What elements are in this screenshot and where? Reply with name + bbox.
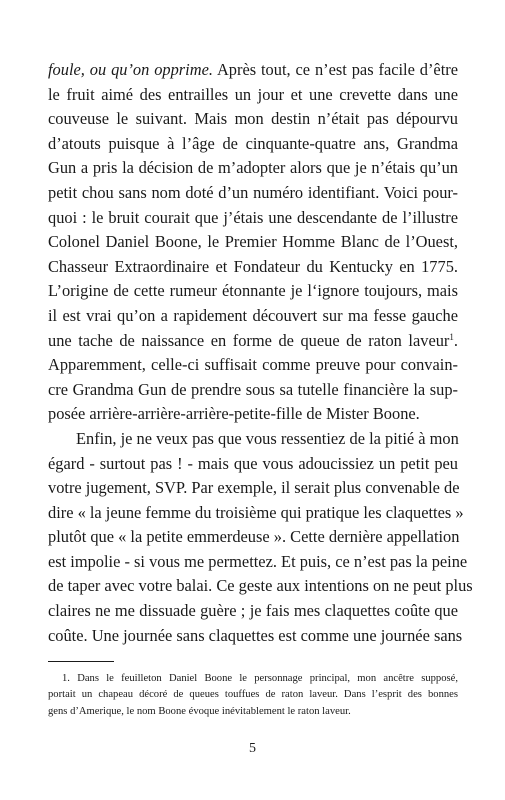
text-line: Gun a pris la décision de m’adopter alors que je n’étais qu’un <box>48 158 458 178</box>
text-line: petit chou sans nom doté d’un numéro identifiant. Voici pour- <box>48 182 458 202</box>
text-line: claires ne me dissuade guère ; je fais mes claquettes coûte que <box>48 601 458 621</box>
text-line: plutôt que « la petite emmerdeuse ». Cette dernière appellation <box>48 527 460 547</box>
text-line: Enfin, je ne veux pas que vous ressentiez de la pitié à mon <box>76 428 459 448</box>
text-line: couveuse le suivant. Mais mon destin n’était pas dépourvu <box>48 109 458 129</box>
text-line: de taper avec votre balai. Ce geste aux intentions on ne peut plus <box>48 576 473 596</box>
footnote-divider <box>48 661 114 662</box>
text-line <box>48 58 458 83</box>
italic-phrase: foule, ou qu’on opprime. <box>48 60 213 79</box>
footnote-reference[interactable]: 1 <box>449 331 454 342</box>
footnote <box>48 671 458 720</box>
text-line: dire « la jeune femme du troisième qui pratique les claquettes » <box>48 502 464 522</box>
text-line: coûte. Une journée sans claquettes est comme une journée sans <box>48 625 463 645</box>
text-line: d’atouts puisque à l’âge de cinquante-quatre ans, Grandma <box>48 133 458 153</box>
text-line: il est vrai qu’on a rapidement découvert sur ma fesse gauche <box>48 305 458 325</box>
text-line: votre jugement, SVP. Par exemple, il serait plus convenable de <box>48 478 460 498</box>
text-line: quoi : le bruit courait que j’étais une descendante de l’illustre <box>48 207 458 227</box>
text-line: égard - surtout pas ! - mais que vous adoucissiez un petit peu <box>48 453 458 473</box>
text-line: une tache de naissance en forme de queue de raton laveur$^1$. <box>48 330 458 350</box>
text-line: Apparemment, celle-ci suffisait comme preuve pour convain- <box>48 355 458 375</box>
page-number: 5 <box>249 741 256 756</box>
text-line: le fruit aimé des entrailles un jour et une crevette dans une <box>48 84 458 104</box>
paragraph-2 <box>48 427 473 648</box>
text-segment: une tache de naissance en forme de queue de raton laveur <box>48 330 450 350</box>
text-line: posée arrière-arrière-arrière-petite-fille de Mister Boone. <box>48 404 420 424</box>
text-line: est impolie - si vous me permettez. Et puis, ce n’est pas la peine <box>48 551 468 571</box>
text-line: L’origine de cette rumeur étonnante je l‘ignore toujours, mais <box>48 281 458 301</box>
body-text <box>48 58 473 648</box>
text-line: Colonel Daniel Boone, le Premier Homme Blanc de l’Ouest, <box>48 232 458 252</box>
footnote-line: portait un chapeau décoré de queues touffues de raton laveur. Dans l’esprit des bonnes <box>48 689 458 701</box>
text-segment: Après tout, ce n’est pas facile d’être <box>212 60 458 79</box>
footnote-line: 1. Dans le feuilleton Daniel Boone le personnage principal, mon ancêtre supposé, <box>62 673 458 684</box>
text-line: Chasseur Extraordinaire et Fondateur du Kentucky en 1775. <box>48 256 458 276</box>
footnote-line: gens d’Amerique, le nom Boone évoque inévitablement le raton laveur. <box>48 705 351 717</box>
paragraph-1 <box>48 58 458 427</box>
text-line: cre Grandma Gun de prendre sous sa tutelle financière la sup- <box>48 379 458 399</box>
